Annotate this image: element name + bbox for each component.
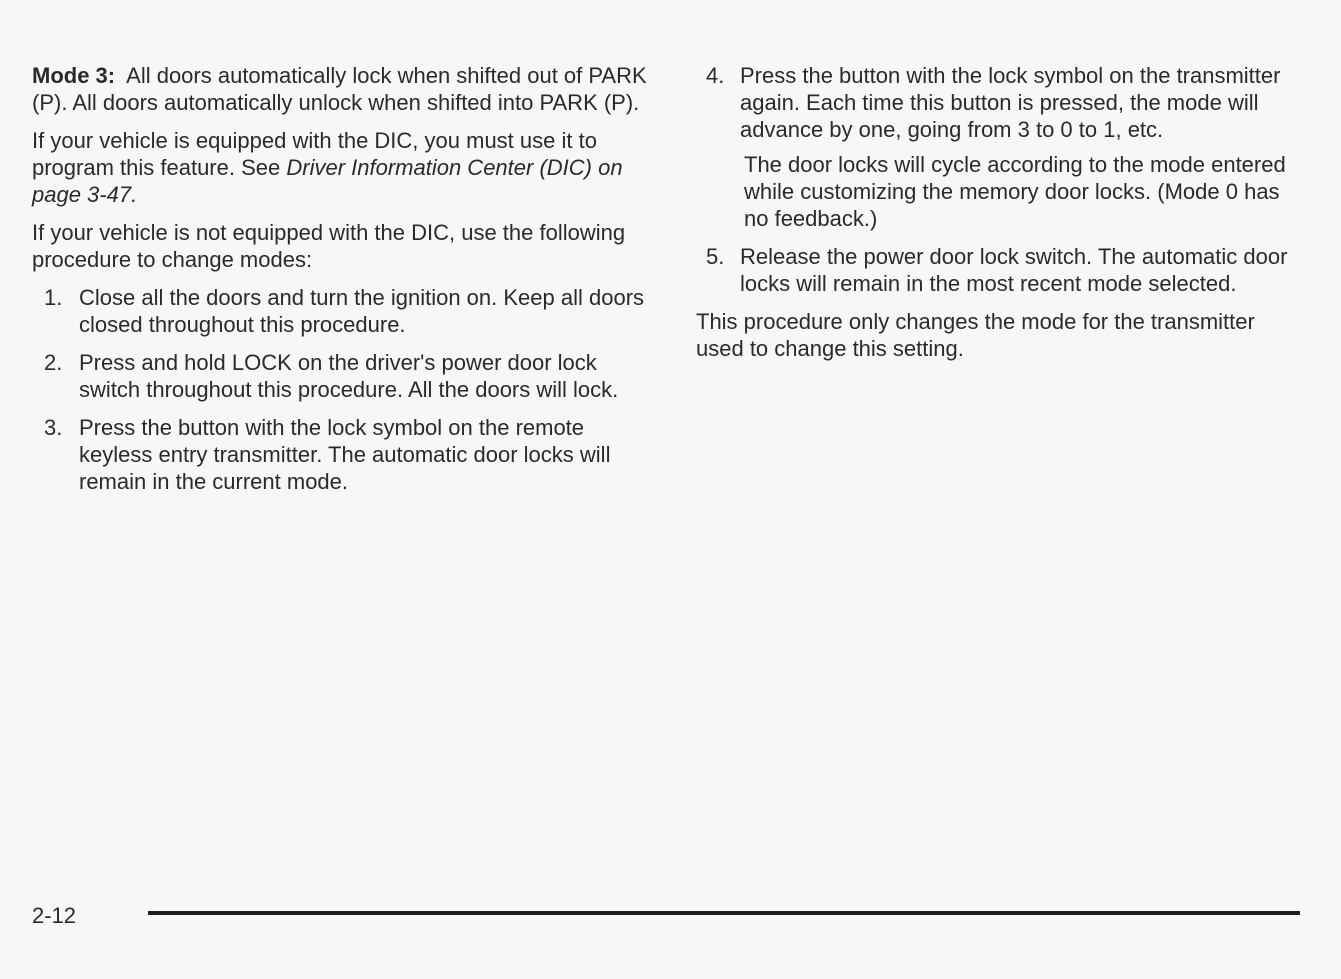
step-item bbox=[32, 414, 652, 495]
step-number: 3. bbox=[44, 415, 63, 440]
step-text: Press the button with the lock symbol on the transmitter again. Each time this button is pressed, the mode will advance by one, going from 3 to 0 to 1, etc. bbox=[740, 63, 1281, 142]
step-number: 1. bbox=[44, 285, 63, 310]
step-item bbox=[696, 62, 1296, 232]
step-note: The door locks will cycle according to the mode entered while customizing the memory door locks. (Mode 0 has no feedback.) bbox=[744, 152, 1286, 231]
step-item bbox=[32, 284, 652, 338]
step-number: 2. bbox=[44, 350, 63, 375]
right-column bbox=[696, 62, 1296, 373]
mode3-label: Mode 3: bbox=[32, 63, 116, 88]
no-dic-paragraph: If your vehicle is not equipped with the DIC, use the following procedure to change modes: bbox=[32, 220, 626, 272]
dic-paragraph bbox=[32, 127, 652, 208]
step-text: Close all the doors and turn the ignition on. Keep all doors closed throughout this procedure. bbox=[79, 285, 645, 337]
step-item bbox=[32, 349, 652, 403]
step-number: 4. bbox=[706, 63, 725, 88]
step-text: Press the button with the lock symbol on the remote keyless entry transmitter. The automatic door locks will remain in the current mode. bbox=[79, 415, 611, 494]
procedure-steps-right bbox=[696, 62, 1296, 297]
left-column bbox=[32, 62, 652, 506]
mode3-text: All doors automatically lock when shifted out of PARK (P). All doors automatically unlock when shifted into PARK (P). bbox=[32, 63, 647, 115]
dic-cross-reference: Driver Information Center (DIC) on page 3-47 bbox=[32, 155, 623, 207]
step-number: 5. bbox=[706, 244, 725, 269]
footer-divider bbox=[148, 911, 1300, 915]
step-text: Release the power door lock switch. The automatic door locks will remain in the most recent mode selected. bbox=[740, 244, 1288, 296]
dic-para-end: . bbox=[131, 182, 138, 207]
procedure-steps-left bbox=[32, 284, 652, 495]
step-text: Press and hold LOCK on the driver's power door lock switch throughout this procedure. All the doors will lock. bbox=[79, 350, 619, 402]
dic-para-text: If your vehicle is equipped with the DIC, you must use it to program this feature. See bbox=[32, 128, 597, 180]
mode3-paragraph bbox=[32, 62, 652, 116]
step-item bbox=[696, 243, 1296, 297]
page-number: 2-12 bbox=[32, 903, 77, 928]
closing-paragraph: This procedure only changes the mode for the transmitter used to change this setting. bbox=[696, 309, 1255, 361]
